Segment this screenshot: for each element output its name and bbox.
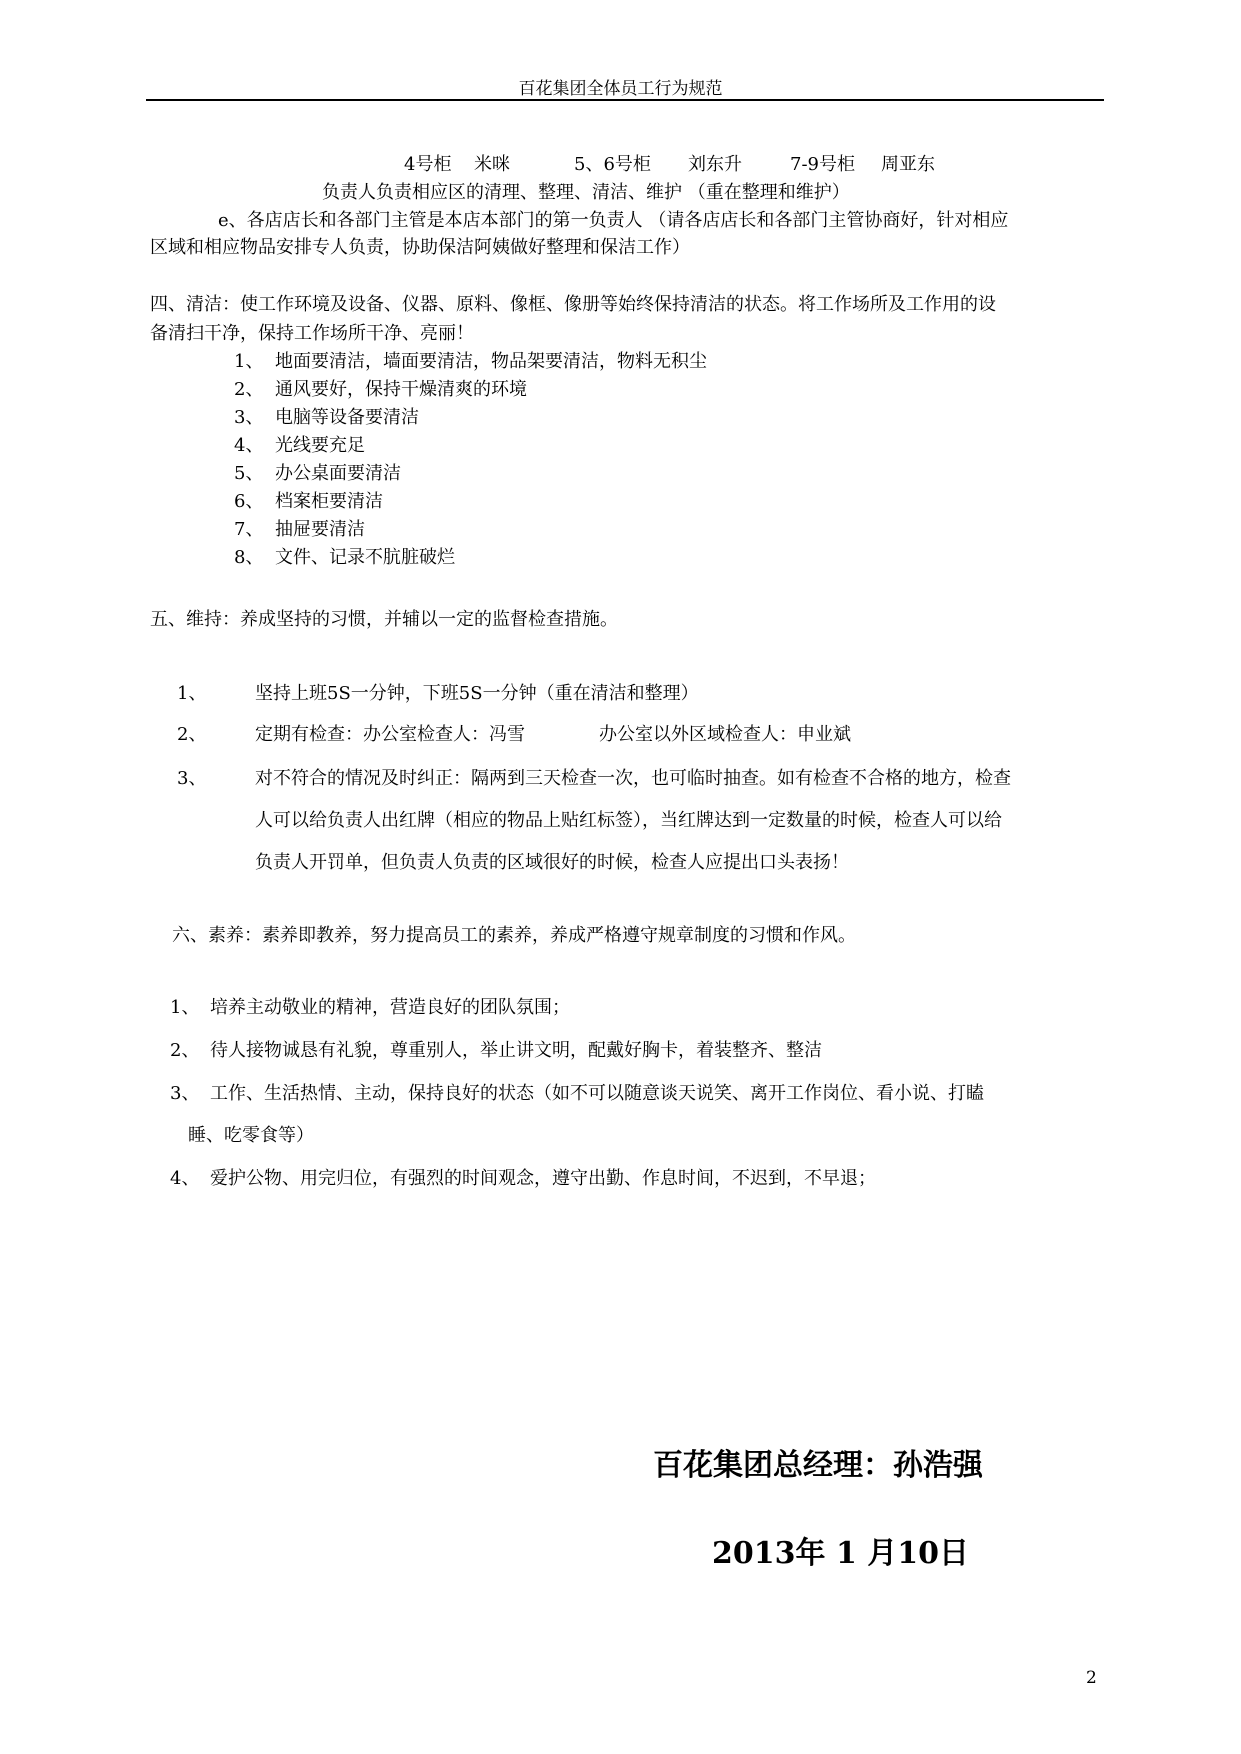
page-number: 2 <box>1086 1668 1097 1688</box>
responsibility-line: 负责人负责相应区的清理、整理、清洁、维护 （重在整理和维护） <box>322 182 850 203</box>
s4-item-text: 抽屉要清洁 <box>275 519 365 540</box>
s5-item-3-num: 3、 <box>177 768 207 789</box>
cabinet-4-name: 米咪 <box>474 154 510 175</box>
header-rule <box>146 99 1104 101</box>
s6-item-2-text: 待人接物诚恳有礼貌，尊重别人，举止讲文明，配戴好胸卡，着装整齐、整洁 <box>210 1040 822 1061</box>
s4-item-num: 7、 <box>234 519 264 540</box>
s5-item-2-text: 定期有检查：办公室检查人：冯雪 <box>255 724 525 745</box>
cabinet-4-label: 4号柜 <box>404 154 452 175</box>
s4-item-num: 4、 <box>234 435 264 456</box>
s5-item-3-line-3: 负责人开罚单，但负责人负责的区域很好的时候，检查人应提出口头表扬！ <box>255 852 849 873</box>
cabinet-56-name: 刘东升 <box>688 154 742 175</box>
s4-item-text: 通风要好，保持干燥清爽的环境 <box>275 379 527 400</box>
s6-item-3-num: 3、 <box>170 1083 200 1104</box>
s6-item-2-num: 2、 <box>170 1040 200 1061</box>
s4-item-text: 办公桌面要清洁 <box>275 463 401 484</box>
signature-date: 2013年 1 月10日 <box>712 1536 970 1571</box>
e-paragraph-line-2: 区域和相应物品安排专人负责，协助保洁阿姨做好整理和保洁工作） <box>150 237 690 258</box>
s4-item-text: 光线要充足 <box>275 435 365 456</box>
s4-item-num: 2、 <box>234 379 264 400</box>
s6-item-4-text: 爱护公物、用完归位，有强烈的时间观念，遵守出勤、作息时间，不迟到，不早退； <box>210 1168 876 1189</box>
section-4-line-1: 四、清洁：使工作环境及设备、仪器、原料、像框、像册等始终保持清洁的状态。将工作场所及工作用的设 <box>150 294 996 315</box>
signature-signer: 百花集团总经理：孙浩强 <box>653 1448 983 1483</box>
s5-item-3-line-2: 人可以给负责人出红牌（相应的物品上贴红标签），当红牌达到一定数量的时候，检查人可以给 <box>255 810 1002 831</box>
e-paragraph-line-1: e、各店店长和各部门主管是本店本部门的第一负责人 （请各店店长和各部门主管协商好，针对相应 <box>218 210 1009 231</box>
s5-item-2-num: 2、 <box>177 724 207 745</box>
s6-item-3-line-1: 工作、生活热情、主动，保持良好的状态（如不可以随意谈天说笑、离开工作岗位、看小说、打瞌 <box>210 1083 984 1104</box>
s4-item-text: 文件、记录不肮脏破烂 <box>275 547 455 568</box>
s5-item-1-text: 坚持上班5S一分钟，下班5S一分钟（重在清洁和整理） <box>255 683 699 704</box>
s4-item-text: 地面要清洁，墙面要清洁，物品架要清洁，物料无积尘 <box>275 351 707 372</box>
s4-item-text: 电脑等设备要清洁 <box>275 407 419 428</box>
s6-item-4-num: 4、 <box>170 1168 200 1189</box>
section-5-title: 五、维持：养成坚持的习惯，并辅以一定的监督检查措施。 <box>150 609 618 630</box>
s5-item-2-text-b: 办公室以外区域检查人：申业斌 <box>599 724 851 745</box>
s4-item-num: 5、 <box>234 463 264 484</box>
s4-item-num: 8、 <box>234 547 264 568</box>
s4-item-text: 档案柜要清洁 <box>275 491 383 512</box>
page-header-title: 百花集团全体员工行为规范 <box>518 79 723 99</box>
section-6-title: 六、素养：素养即教养，努力提高员工的素养，养成严格遵守规章制度的习惯和作风。 <box>172 925 856 946</box>
s6-item-1-text: 培养主动敬业的精神，营造良好的团队氛围； <box>210 997 570 1018</box>
section-4-line-2: 备清扫干净，保持工作场所干净、亮丽！ <box>150 323 474 344</box>
cabinet-79-label: 7-9号柜 <box>790 154 855 175</box>
s5-item-3-line-1: 对不符合的情况及时纠正：隔两到三天检查一次，也可临时抽查。如有检查不合格的地方，检查 <box>255 768 1011 789</box>
s4-item-num: 6、 <box>234 491 264 512</box>
s4-item-num: 1、 <box>234 351 264 372</box>
s6-item-1-num: 1、 <box>170 997 200 1018</box>
s6-item-3-line-2: 睡、吃零食等） <box>188 1125 314 1146</box>
cabinet-56-label: 5、6号柜 <box>574 154 651 175</box>
s4-item-num: 3、 <box>234 407 264 428</box>
s5-item-1-num: 1、 <box>177 683 207 704</box>
cabinet-79-name: 周亚东 <box>881 154 935 175</box>
